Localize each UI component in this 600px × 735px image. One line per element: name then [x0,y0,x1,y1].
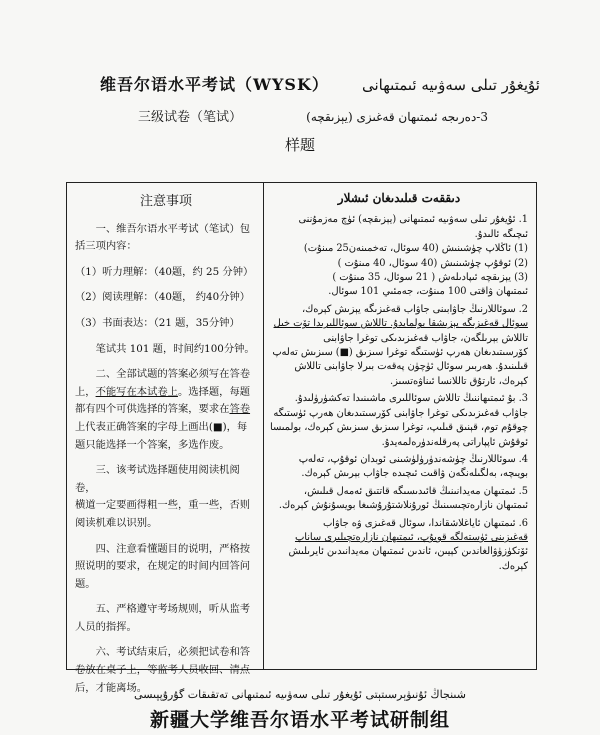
item-reading: （2）阅读理解：（40题， 约40分钟） [75,291,251,304]
text-line: (2) ئوقۇپ چۈشىنىش (40 سوئال، 40 مىنۇت ) [337,257,528,269]
text-line: ئىچىگە ئالىدۇ. [474,228,528,240]
text-line: 二、全部试题的答案必须写在答卷 [95,368,251,381]
text-line: 阅读机难以识别。 [75,516,158,529]
subtitle-cn: 三级试卷（笔试） [138,110,243,125]
text-line: كېرەك، ئارتۇق تاللانسا ئىناۋەتسىز. [390,375,528,387]
text-line: 题。 [75,577,96,590]
text-line: (3) يېزىقچە ئىپادىلەش ( 21 سوئال، 35 مىنۇت ) [332,272,528,284]
text-line [75,401,257,419]
text-line: سوئال قەغىزىگە يېزىشقا بولمايدۇ. تاللاش سوئاللىرىدا تۆت خىل [273,318,528,330]
title-cn: 维吾尔语水平考试（WYSK） [100,75,329,94]
subtitle-ug: 3-دەرىجە ئىمتىھان قەغىزى (يېزىقچە) [306,110,488,124]
text-line: 四、注意看懂题目的说明，严格按 [95,542,251,555]
text-span: 。选择题，每题 [177,385,251,398]
item-writing: （3）书面表达：（21 题，35分钟） [75,316,240,329]
text-line: 横道一定要画得粗一些，重一些，否则 [75,499,251,512]
subtitle-row [138,106,488,125]
text-line: 括三项内容： [75,240,137,253]
text-line: 2. سوئاللارنىڭ جاۋابىنى جاۋاب قەغىزىگە يېزىش كېرەك، [301,303,528,315]
paragraph-1 [75,221,257,256]
paragraph-5 [75,601,257,636]
underlined-text: 不能写在本试卷上 [95,385,178,398]
underlined-text: 答卷 [229,403,251,416]
text-line: ئوقۇش ئاپپاراتى پەرقلەندۈرەلمەيدۇ. [381,436,528,448]
text-line: چوقۇم توم، قېنىق قىلىپ، توغرا سىزىق سىزىش كېرەك، بولمىسا [269,422,528,434]
text-line: 六、考试结束后，必须把试卷和答 [95,646,251,659]
instructions-ug-heading: دىققەت قىلىدىغان ئىشلار [337,191,461,205]
text-line: 上代表正确答案的字母上画出(■)，每 [75,420,248,433]
text-span: 都有四个可供选择的答案，要求在 [75,403,230,416]
text-line: 一、维吾尔语水平考试（笔试）包 [95,222,251,235]
title-row [100,72,540,95]
text-line: 3. بۇ ئىمتىھاننىڭ تاللاش سوئاللىرى ماشىنىدا تەكشۈرۈلىدۇ. [294,393,528,405]
text-line: 五、严格遵守考场规则，听从监考 [95,603,251,616]
item-listening: （1）听力理解：（40题，约 25 分钟） [75,265,254,278]
text-line: 照说明的要求，在规定的时间内回答问 [75,560,251,573]
instructions-box [66,182,537,694]
title-ug: ئۇيغۇر تىلى سەۋىيە ئىمتىھانى [362,76,540,94]
text-line: 后，才能离场。 [75,681,148,694]
instructions-cn [67,183,264,694]
text-line: 5. ئىمتىھان مەيدانىنىڭ قائىدىسىگە قاتتىق ئەمەل قىلىش، [303,485,528,497]
text-line: قەغىزىنى ئۈستەلگە قويۇپ، ئىمتىھان نازارەتچىلىرى ساناپ [294,531,528,543]
sample-title: 样题 [284,136,315,154]
text-line: 6. ئىمتىھان ئاياغلاشقاندا، سوئال قەغىزى ۋە جاۋاب [322,517,528,529]
text-line: ئۆتكۈزۈۋالغاندىن كېيىن، ئاندىن ئىمتىھان مەيدانىدىن ئايرىلىش [288,546,528,558]
text-line: 1. ئۇيغۇر تىلى سەۋىيە ئىمتىھانى (يېزىقچە) ئۈچ مەزمۇننى [298,214,528,226]
text-line: 卷放在桌子上，等监考人员收回、清点 [75,664,251,677]
text-span: 上， [75,385,96,398]
text-line: تاللاش بېرىلگەن، جاۋاب قەغىزىدىكى توغرا جاۋابنى [323,332,528,344]
text-line: قىلىنىدۇ. ھەربىر سوئال ئۈچۈن پەقەت بىرلا جاۋابنى تاللاش [294,361,528,373]
text-line: 4. سوئاللارنىڭ چۈشەندۈرۈلۈشىنى ئوبدان ئوقۇپ، تەلەپ [298,453,528,465]
text-line: بويىچە، بەلگىلەنگەن ۋاقىت ئىچىدە جاۋاب بېرىش كېرەك. [301,468,528,480]
text-line: ئىمتىھان نازارەتچىسىنىڭ ئورۇنلاشتۇرۇشىغا بويسۇنۇش كېرەك. [278,500,528,512]
paragraph-2 [75,366,257,454]
text-line: كۆرسىتىدىغان ھەرپ ئۈستىگە توغرا سىزىق (■) سىزىش تەلەپ [272,347,528,359]
footer-ug: شىنجاڭ ئۇنىۋېرسىتېتى ئۇيغۇر تىلى سەۋىيە ئىمتىھانى تەتقىقات گۇرۇپپىسى [134,688,466,701]
text-line: 题只能选择一个答案，多选作废。 [75,438,230,451]
total-note: 笔试共 101 题，时间约100分钟。 [95,342,255,355]
text-line: 三、该考试选择题使用阅读机阅卷， [75,464,240,494]
text-line: جاۋاب قەغىزىدىكى توغرا جاۋابنى كۆرسىتىدىغان ھەرپ ئۈستىگە [273,407,528,419]
text-line [75,384,257,402]
text-line: (1) ئاڭلاپ چۈشىنىش (40 سوئال، تەخمىنەن25 مىنۇت) [303,243,528,255]
instructions-ug [264,183,536,669]
text-line: كېرەك. [498,560,528,572]
text-line: ئىمتىھان ۋاقتى 100 مىنۇت، جەمئىي 101 سوئال. [328,286,528,298]
text-line: 人员的指挥。 [75,620,137,633]
instructions-cn-heading: 注意事项 [139,194,192,209]
footer-cn: 新疆大学维吾尔语水平考试研制组 [149,709,450,731]
paragraph-3 [75,462,257,532]
paragraph-4 [75,541,257,594]
